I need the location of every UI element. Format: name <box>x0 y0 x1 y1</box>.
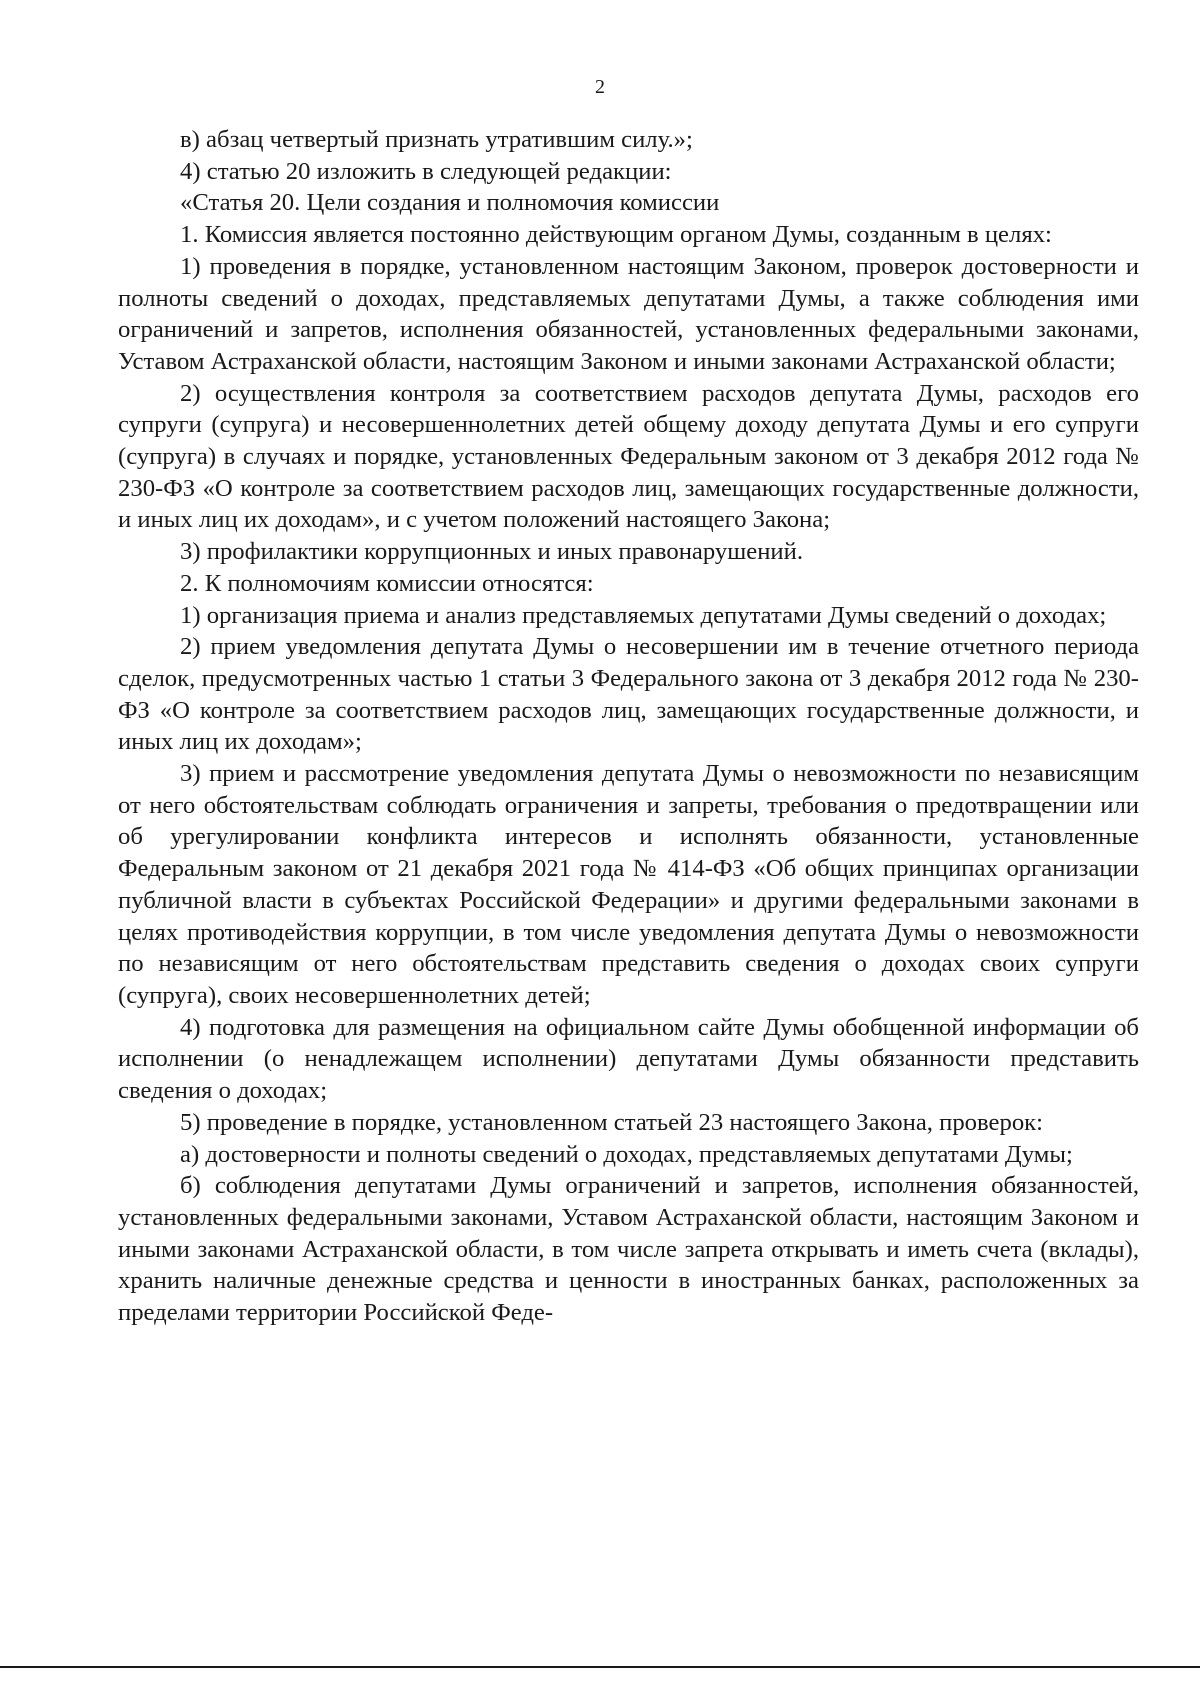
paragraph-1-1-provedeniya: 1) проведения в порядке, установленном настоящим Законом, проверок достоверности и полноты сведений о доходах, представляемых депутатами Думы, а также соблюдения ими ограничений и запретов, исполнения обязанностей, установленных федеральными законами, Уставом Астраханской области, настоящим Законом и иными законами Астраханской области; <box>118 252 1139 375</box>
paragraph-2-polnomochiya: 2. К полномочиям комиссии относятся: <box>180 569 594 597</box>
paragraph-2-3-priem-rassmotrenie: 3) прием и рассмотрение уведомления депутата Думы о невозможности по независящим от него обстоятельствам соблюдать ограничения и запреты, требования о предотвращении или об урегулировании конфликта интересов и исполнять обязанности, установленные Федеральным законом от 21 декабря 2021 года № 414-ФЗ «Об общих принципах организации публичной власти в субъектах Российской Федерации» и другими федеральными законами в целях противодействия коррупции, в том числе уведомления депутата Думы о невозможности по независящим от него обстоятельствам представить сведения о доходах своих супруги (супруга), своих несовершеннолетних детей; <box>118 760 1139 1009</box>
paragraph-statyu-20: 4) статью 20 изложить в следующей редакции: <box>180 157 672 185</box>
paragraph-2-2-priem: 2) прием уведомления депутата Думы о несовершении им в течение отчетного периода сделок, предусмотренных частью 1 статьи 3 Федерального закона от 3 декабря 2012 года № 230-ФЗ «О контроле за соответствием расходов лиц, замещающих государственные должности, и иных лиц их доходам»; <box>118 633 1139 756</box>
paragraph-2-1-organizaciya: 1) организация приема и анализ представляемых депутатами Думы сведений о доходах; <box>180 601 1107 629</box>
paragraph-1-komissiya: 1. Комиссия является постоянно действующим органом Думы, созданным в целях: <box>180 221 1052 249</box>
document-body <box>118 124 1139 1329</box>
bottom-rule-divider <box>0 1666 1200 1668</box>
paragraph-1-3-profilaktiki: 3) профилактики коррупционных и иных правонарушений. <box>180 538 804 566</box>
article-20-heading: «Статья 20. Цели создания и полномочия комиссии <box>180 189 720 217</box>
paragraph-2-5-provedenie: 5) проведение в порядке, установленном статьей 23 настоящего Закона, проверок: <box>180 1108 1044 1136</box>
paragraph-1-2-osushchestvleniya: 2) осуществления контроля за соответствием расходов депутата Думы, расходов его супруги (супруга) и несовершеннолетних детей общему доходу депутата Думы и его супруги (супруга) в случаях и порядке, установленных Федеральным законом от 3 декабря 2012 года № 230-ФЗ «О контроле за соответствием расходов лиц, замещающих государственные должности, и иных лиц их доходам», и с учетом положений настоящего Закона; <box>118 379 1139 534</box>
page-number: 2 <box>595 76 605 98</box>
paragraph-2-4-podgotovka: 4) подготовка для размещения на официальном сайте Думы обобщенной информации об исполнении (о ненадлежащем исполнении) депутатами Думы обязанности представить сведения о доходах; <box>118 1013 1139 1105</box>
paragraph-2-5-b-soblyudeniya: б) соблюдения депутатами Думы ограничений и запретов, исполнения обязанностей, установленных федеральными законами, Уставом Астраханской области, настоящим Законом и иными законами Астраханской области, в том числе запрета открывать и иметь счета (вклады), хранить наличные денежные средства и ценности в иностранных банках, расположенных за пределами территории Российской Феде- <box>118 1172 1139 1327</box>
paragraph-abzac-chetvertyi: в) абзац четвертый признать утратившим силу.»; <box>180 126 693 153</box>
paragraph-2-5-a-dostovernosti: а) достоверности и полноты сведений о доходах, представляемых депутатами Думы; <box>180 1140 1073 1168</box>
